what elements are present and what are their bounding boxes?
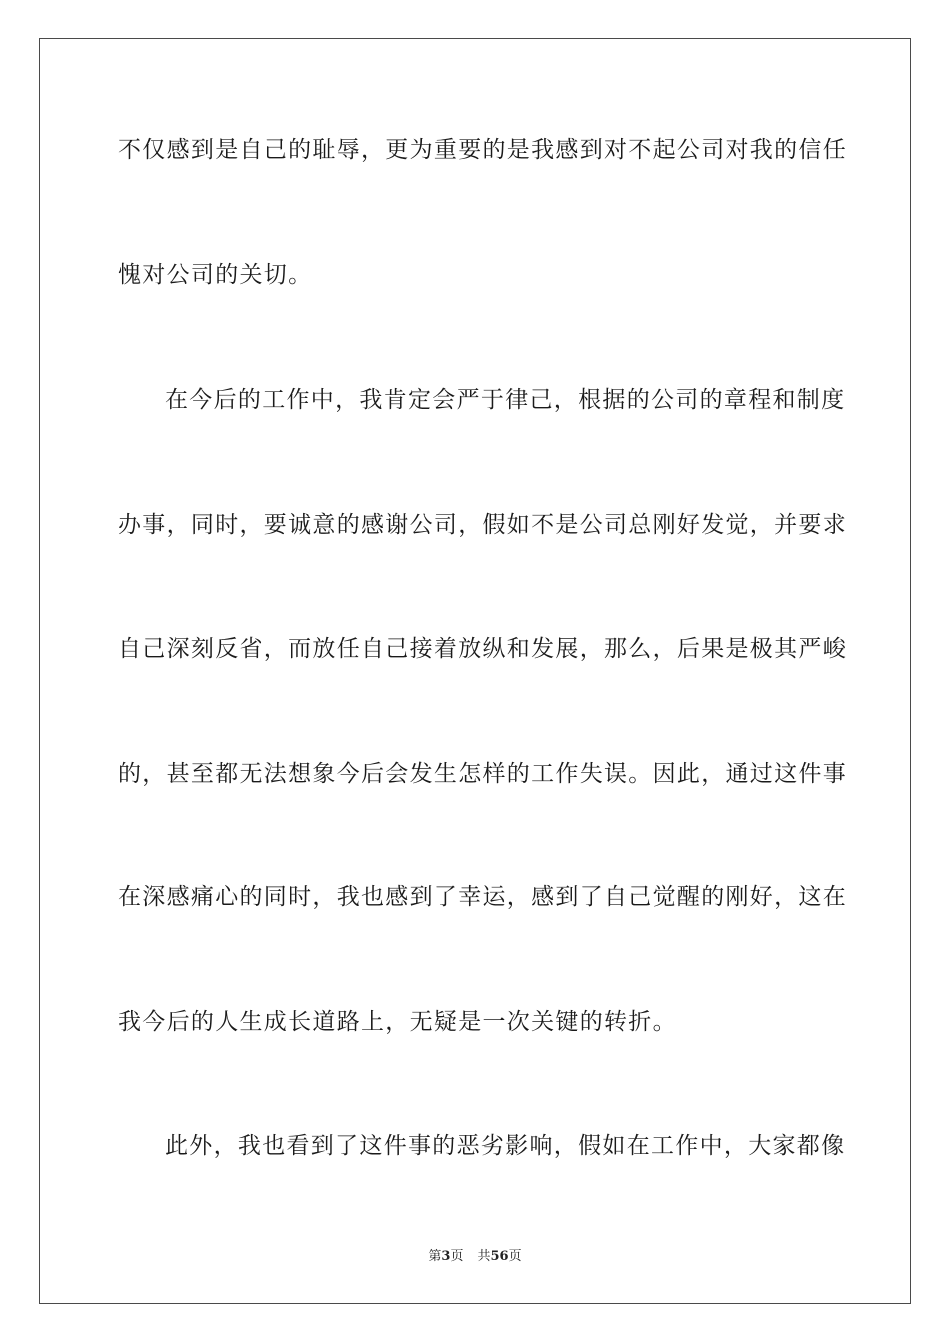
paragraph-start-line-3: 在今后的工作中，我肯定会严于律己，根据的公司的章程和制度 [165, 387, 846, 413]
text-line-1: 不仅感到是自己的耻辱，更为重要的是我感到对不起公司对我的信任 [118, 137, 847, 163]
page-border [39, 38, 911, 1304]
total-prefix: 共 [477, 1249, 491, 1264]
total-suffix: 页 [508, 1249, 522, 1264]
page-prefix: 第 [428, 1249, 442, 1264]
text-line-7: 在深感痛心的同时，我也感到了幸运，感到了自己觉醒的刚好，这在 [118, 884, 847, 910]
text-line-2: 愧对公司的关切。 [118, 262, 313, 288]
page-suffix: 页 [450, 1249, 464, 1264]
text-line-6: 的，甚至都无法想象今后会发生怎样的工作失误。因此，通过这件事 [118, 761, 847, 787]
total-page-count: 56 [490, 1249, 509, 1264]
text-line-8: 我今后的人生成长道路上，无疑是一次关键的转折。 [118, 1009, 677, 1035]
page-footer [0, 1248, 950, 1266]
text-line-4: 办事，同时，要诚意的感谢公司，假如不是公司总刚好发觉，并要求 [118, 512, 847, 538]
paragraph-start-line-9: 此外，我也看到了这件事的恶劣影响，假如在工作中，大家都像 [165, 1133, 846, 1159]
current-page-number: 3 [441, 1249, 451, 1264]
text-line-5: 自己深刻反省，而放任自己接着放纵和发展，那么，后果是极其严峻 [118, 636, 847, 662]
